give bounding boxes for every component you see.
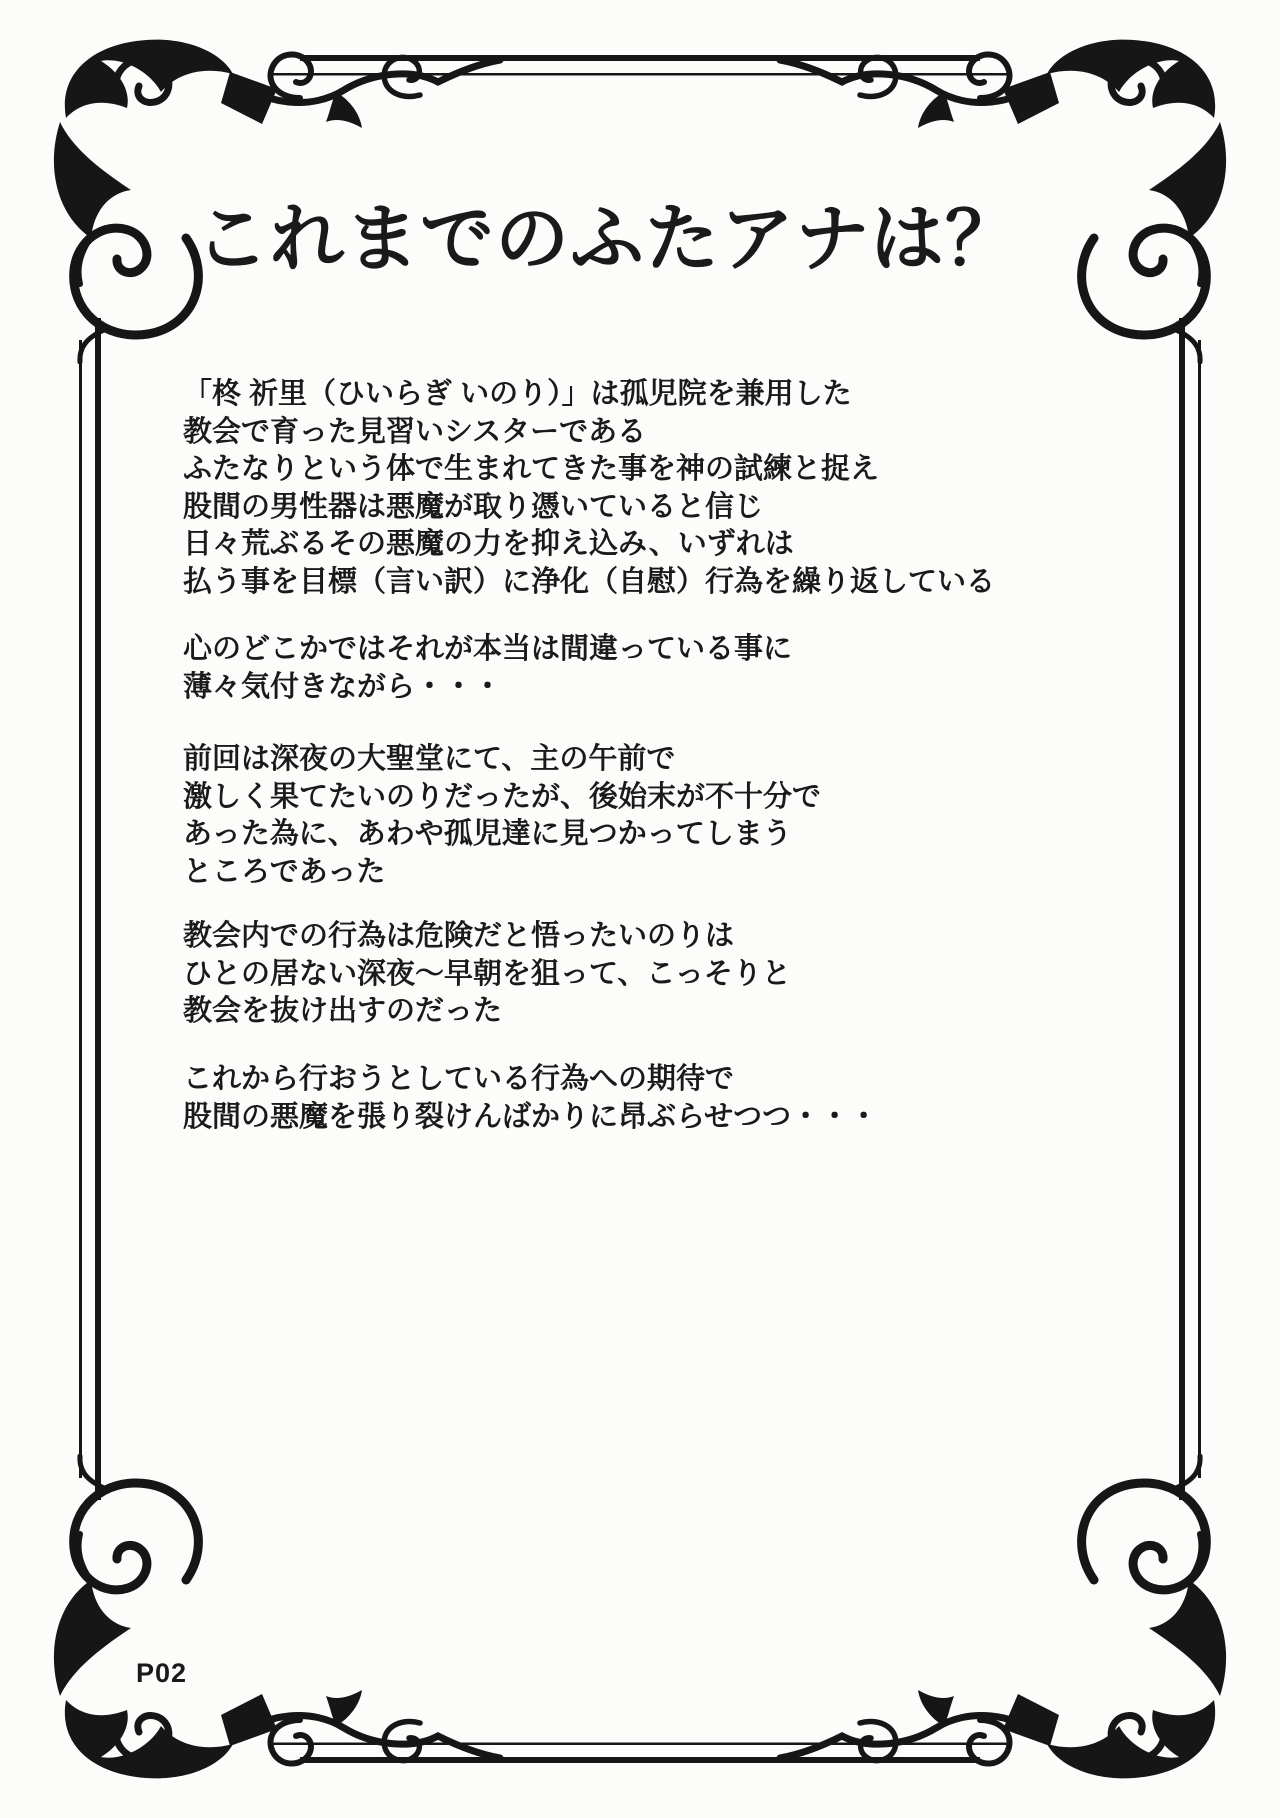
body-text-line: ところであった [183, 855, 386, 888]
body-text-line: 「柊 祈里（ひいらぎ いのり）」は孤児院を兼用した [183, 378, 852, 410]
body-paragraph [183, 741, 1103, 891]
body-text-line: 教会を抜け出すのだった [183, 995, 503, 1027]
body-text-line: 教会で育った見習いシスターである [183, 415, 647, 448]
body-text-line: これから行おうとしている行為への期待で [183, 1063, 735, 1095]
body-text-line: ふたなりという体で生まれてきた事を神の試練と捉え [183, 453, 880, 485]
body-text-line: 心のどこかではそれが本当は間違っている事に [183, 633, 793, 665]
body-text-line: 前回は深夜の大聖堂にて、主の午前で [183, 743, 676, 775]
page-number: P02 [136, 1658, 188, 1688]
body-paragraph [183, 1061, 1103, 1136]
body-text-line: ひとの居ない深夜〜早朝を狙って、こっそりと [183, 957, 791, 990]
body-text-line: 日々荒ぶるその悪魔の力を抑え込み、いずれは [183, 528, 794, 560]
body-paragraph [183, 631, 1103, 706]
body-text-line: 薄々気付きながら・・・ [183, 670, 503, 703]
body-paragraph [183, 918, 1103, 1031]
body-text-line: 払う事を目標（言い訳）に浄化（自慰）行為を繰り返している [183, 565, 996, 598]
body-text-line: 激しく果てたいのりだったが、後始末が不十分で [183, 780, 822, 813]
body-text-line: 股間の悪魔を張り裂けんばかりに昂ぶらせつつ・・・ [183, 1100, 879, 1133]
body-text-line: あった為に、あわや孤児達に見つかってしまう [183, 818, 792, 850]
body-paragraph [183, 376, 1103, 601]
body-text-line: 股間の男性器は悪魔が取り憑いていると信じ [183, 490, 764, 523]
body-text-line: 教会内での行為は危険だと悟ったいのりは [183, 920, 735, 952]
page-title: これまでのふたアナは？ [195, 197, 1020, 280]
